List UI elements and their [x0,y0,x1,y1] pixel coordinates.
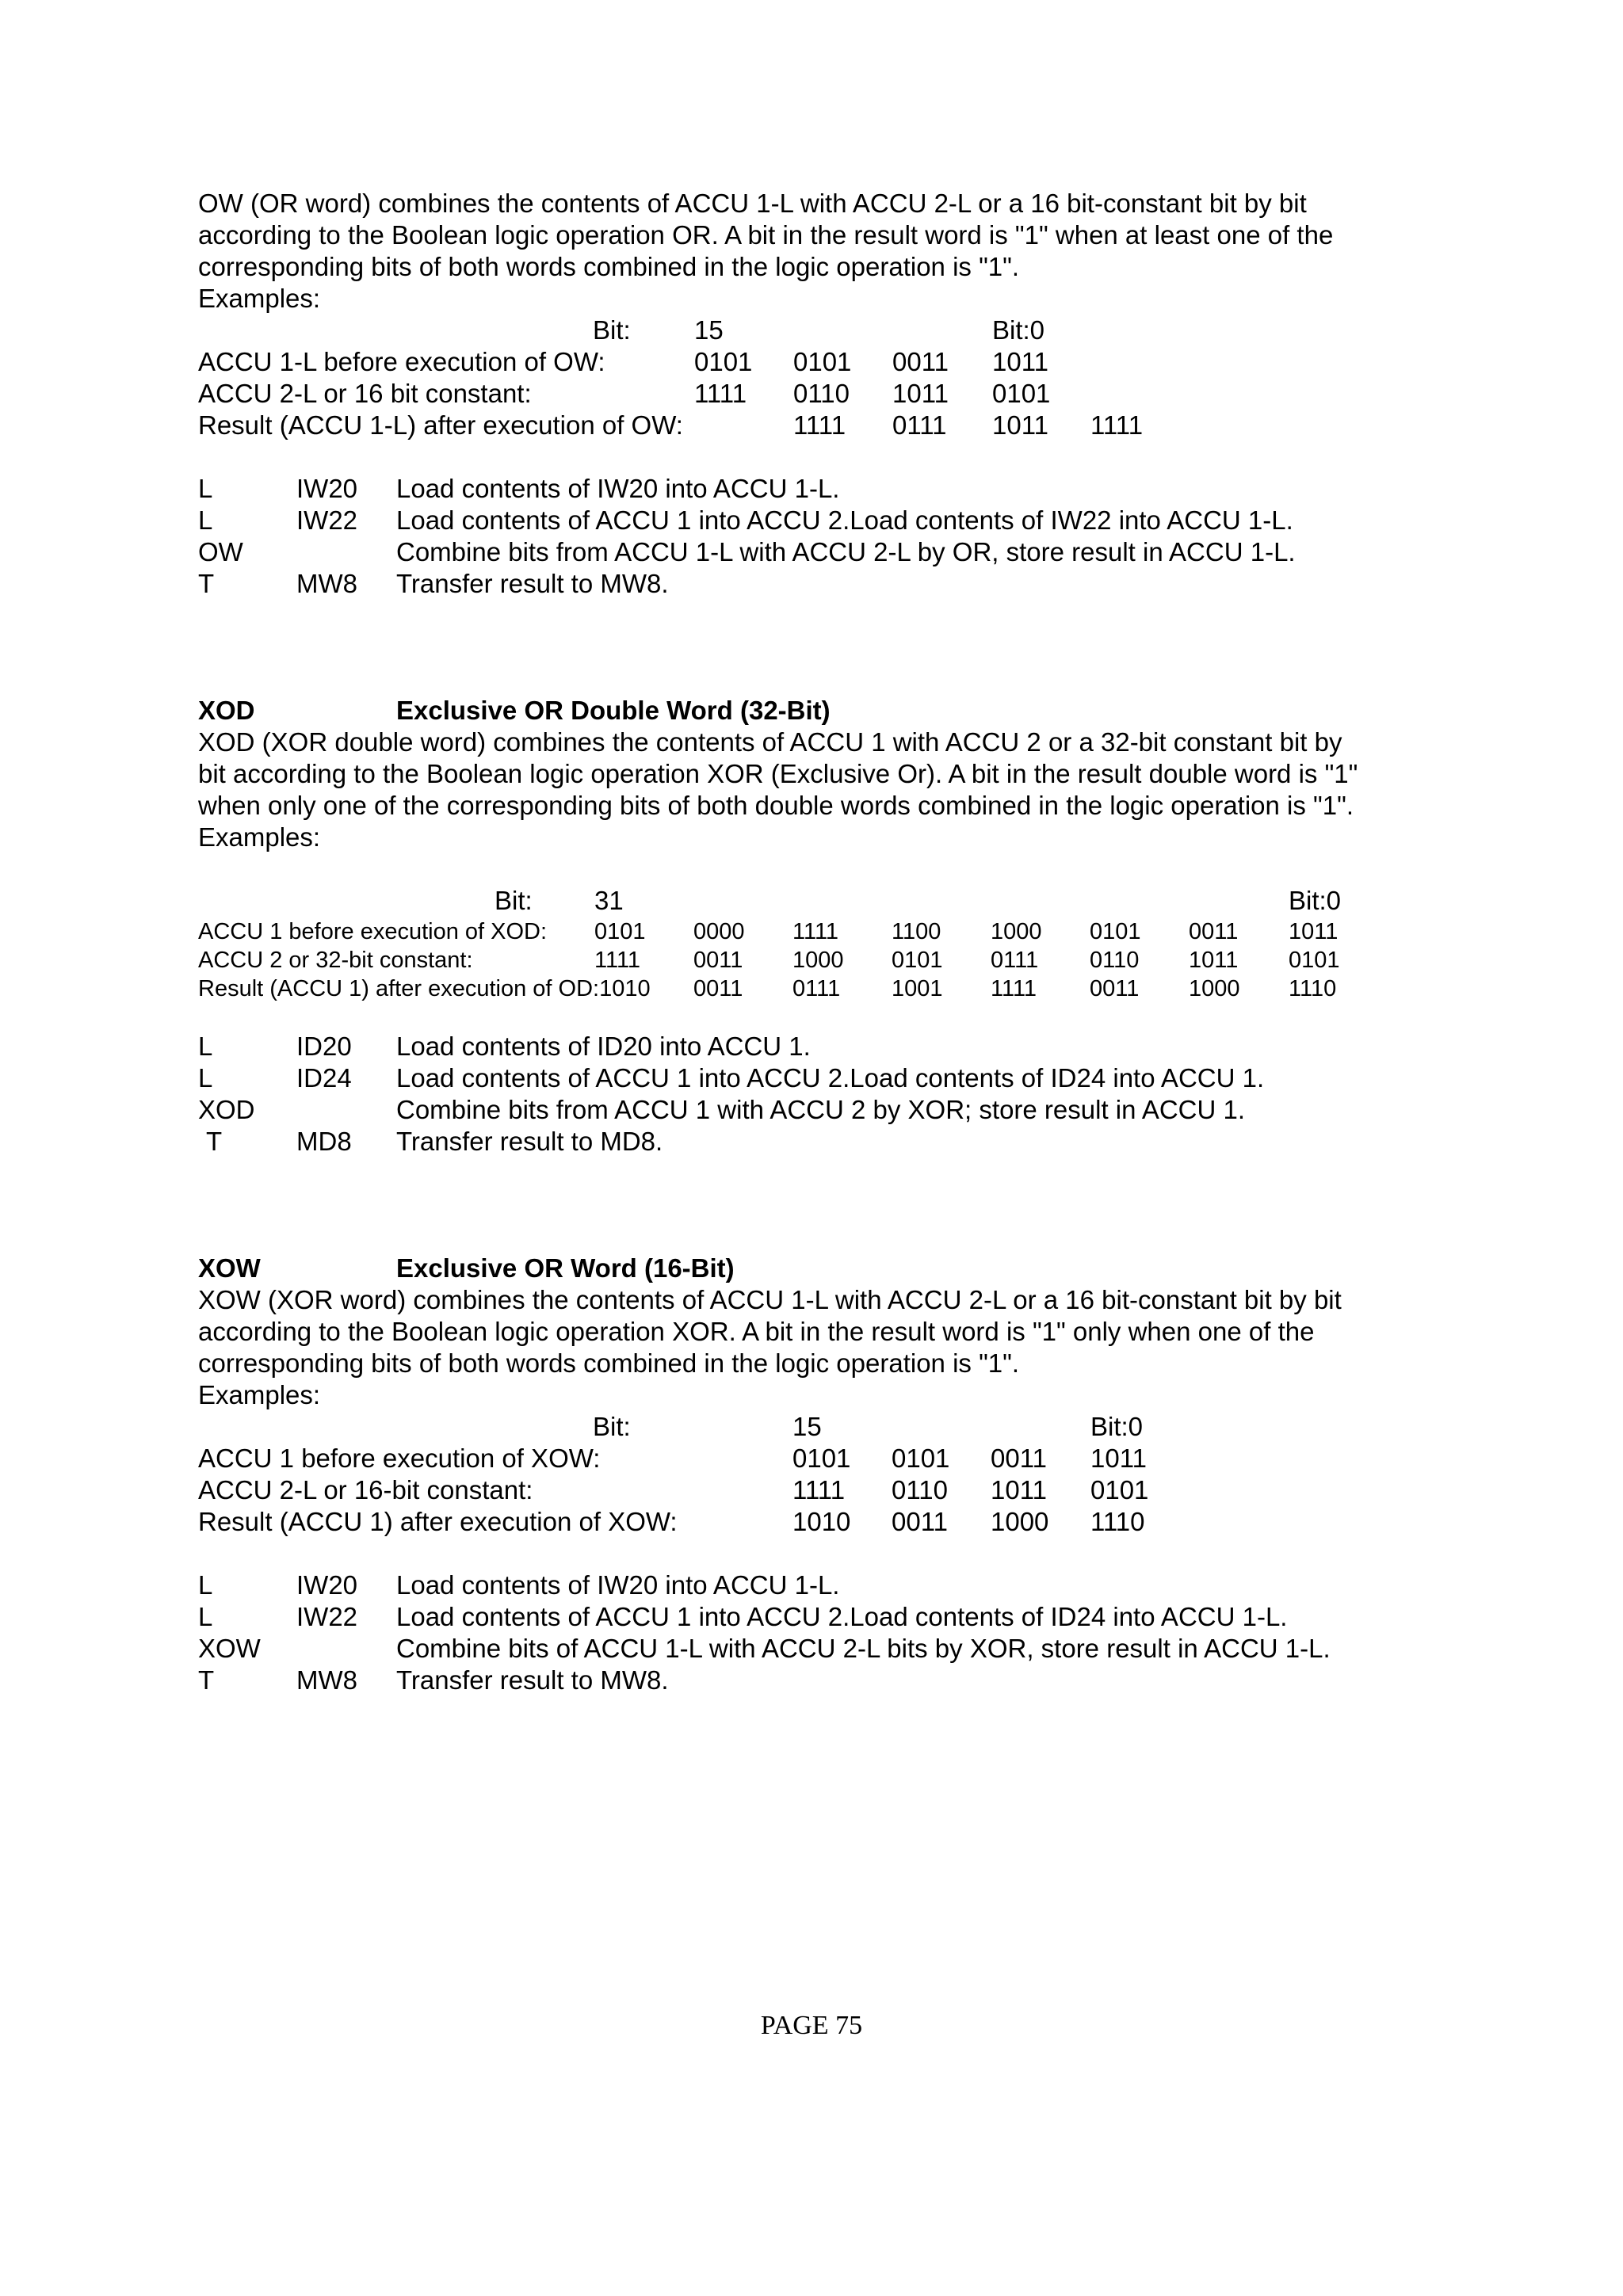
xow-code-op: L [198,1570,213,1600]
xow-code-op: T [198,1665,215,1695]
xod-intro-line: when only one of the corresponding bits of both double words combined in the logic operation is "1". [198,791,1354,820]
xow-row-value: 1111 [792,1475,846,1505]
xod-code-arg: ID24 [296,1063,352,1093]
xow-bit-label: Bit: [593,1412,631,1441]
xow-row-value: 1110 [1090,1507,1145,1536]
xow-code-desc: Transfer result to MW8. [396,1665,669,1695]
xod-row-value: 0011 [1189,919,1239,944]
xow-examples-label: Examples: [198,1380,321,1409]
xod-code-op: XOD [198,1095,255,1124]
ow-code-op: L [198,474,213,503]
xod-bit-low: Bit:0 [1289,886,1342,915]
xow-code-arg: MW8 [296,1665,357,1695]
ow-row-value: 1011 [992,410,1048,440]
ow-code-op: OW [198,537,243,566]
xow-row-value: 0101 [1090,1475,1149,1505]
ow-row-value: 0101 [694,347,753,376]
xow-row-value: 0011 [892,1507,948,1536]
xod-code-op: L [198,1063,213,1093]
xow-row-label: ACCU 1 before execution of XOW: [198,1444,601,1473]
ow-row-value: 1111 [694,379,747,408]
xod-row-value: 0111 [991,948,1039,973]
xow-row-value: 1011 [1090,1444,1147,1473]
ow-row-value: 0101 [793,347,852,376]
ow-bit-label: Bit: [593,315,631,345]
ow-code-arg: IW20 [296,474,358,503]
xod-description [198,727,1434,853]
xow-bit-low: Bit:0 [1090,1412,1144,1441]
ow-row-label: Result (ACCU 1-L) after execution of OW: [198,410,683,440]
xod-code-arg: ID20 [296,1032,352,1061]
xod-row-value: 1011 [1189,948,1239,973]
ow-intro-line: corresponding bits of both words combined in the logic operation is "1". [198,252,1020,281]
xod-heading-title: Exclusive OR Double Word (32-Bit) [396,696,831,725]
xow-code-op: L [198,1602,213,1631]
ow-intro-line: according to the Boolean logic operation OR. A bit in the result word is "1" when at least one of the [198,220,1334,250]
ow-row-label: ACCU 1-L before execution of OW: [198,347,605,376]
xod-code-desc: Combine bits from ACCU 1 with ACCU 2 by XOR; store result in ACCU 1. [396,1095,1246,1124]
xod-row-value: 1111 [991,976,1037,1001]
xod-bit-high: 31 [594,886,624,915]
ow-row-value: 1011 [992,347,1048,376]
xod-code-op: L [198,1032,213,1061]
xod-code-op: T [206,1127,223,1156]
xow-row-value: 0110 [892,1475,948,1505]
xow-intro-line: XOW (XOR word) combines the contents of ACCU 1-L with ACCU 2-L or a 16 bit-constant bit by bit [198,1285,1342,1314]
xod-examples-label: Examples: [198,822,321,852]
xow-heading-title: Exclusive OR Word (16-Bit) [396,1253,735,1283]
page-number: PAGE 75 [760,2011,863,2040]
xow-bit-high: 15 [792,1412,822,1441]
ow-row-label: ACCU 2-L or 16 bit constant: [198,379,532,408]
ow-bit-low: Bit:0 [992,315,1045,345]
xod-row-value: 1111 [792,919,839,944]
xod-row-value: 1011 [1289,919,1338,944]
xow-code-arg: IW22 [296,1602,358,1631]
xow-intro-line: according to the Boolean logic operation XOR. A bit in the result word is "1" only when one of the [198,1317,1315,1346]
xod-bit-label: Bit: [495,886,533,915]
xod-row-label: Result (ACCU 1) after execution of OD:1010 [198,976,651,1001]
ow-code-desc: Load contents of ACCU 1 into ACCU 2.Load contents of IW22 into ACCU 1-L. [396,505,1293,535]
xod-row-value: 1110 [1289,976,1337,1001]
ow-code-op: L [198,505,213,535]
xod-row-value: 1000 [991,919,1042,944]
xow-row-value: 1011 [991,1475,1047,1505]
xow-description [198,1284,1434,1411]
xod-row-label: ACCU 2 or 32-bit constant: [198,948,473,973]
xod-row-value: 0111 [792,976,841,1001]
ow-row-value: 1111 [1090,410,1144,440]
xod-heading-code: XOD [198,696,255,725]
ow-row-value: 0110 [793,379,850,408]
xod-code-arg: MD8 [296,1127,352,1156]
ow-description [198,188,1434,315]
ow-code-desc: Combine bits from ACCU 1-L with ACCU 2-L by OR, store result in ACCU 1-L. [396,537,1296,566]
ow-code-arg: IW22 [296,505,358,535]
xow-row-value: 0101 [892,1444,950,1473]
ow-code-desc: Load contents of IW20 into ACCU 1-L. [396,474,840,503]
xod-row-value: 1000 [792,948,844,973]
xod-row-value: 1111 [594,948,641,973]
xow-code-arg: IW20 [296,1570,358,1600]
xow-heading-code: XOW [198,1253,261,1283]
xod-row-value: 0011 [1090,976,1140,1001]
xod-row-value: 0011 [693,976,743,1001]
xod-row-value: 0000 [693,919,745,944]
xow-row-label: Result (ACCU 1) after execution of XOW: [198,1507,678,1536]
xow-code-desc: Combine bits of ACCU 1-L with ACCU 2-L bits by XOR, store result in ACCU 1-L. [396,1634,1331,1663]
ow-row-value: 0101 [992,379,1051,408]
xod-code-desc: Load contents of ID20 into ACCU 1. [396,1032,811,1061]
xod-code-desc: Transfer result to MD8. [396,1127,663,1156]
xod-intro-line: XOD (XOR double word) combines the contents of ACCU 1 with ACCU 2 or a 32-bit constant bit by [198,727,1342,757]
ow-code-desc: Transfer result to MW8. [396,569,669,598]
ow-row-value: 1111 [793,410,846,440]
xod-intro-line: bit according to the Boolean logic operation XOR (Exclusive Or). A bit in the result double word is "1" [198,759,1358,788]
ow-intro-line: OW (OR word) combines the contents of ACCU 1-L with ACCU 2-L or a 16 bit-constant bit by bit [198,189,1307,218]
xow-row-value: 1000 [991,1507,1049,1536]
xow-row-value: 0101 [792,1444,851,1473]
ow-bit-high: 15 [694,315,724,345]
ow-row-value: 0111 [892,410,947,440]
xod-row-value: 0101 [892,948,943,973]
xod-code-desc: Load contents of ACCU 1 into ACCU 2.Load contents of ID24 into ACCU 1. [396,1063,1265,1093]
ow-code-op: T [198,569,215,598]
xod-row-value: 1000 [1189,976,1240,1001]
xow-code-desc: Load contents of ACCU 1 into ACCU 2.Load contents of ID24 into ACCU 1-L. [396,1602,1288,1631]
ow-row-value: 1011 [892,379,949,408]
xod-row-value: 1100 [892,919,941,944]
xod-row-value: 0011 [693,948,743,973]
xow-row-value: 0011 [991,1444,1047,1473]
ow-row-value: 0011 [892,347,949,376]
xow-code-op: XOW [198,1634,261,1663]
ow-code-arg: MW8 [296,569,357,598]
ow-examples-label: Examples: [198,284,321,313]
xod-row-value: 0101 [1289,948,1340,973]
xod-row-value: 1001 [892,976,943,1001]
xod-row-label: ACCU 1 before execution of XOD: [198,919,548,944]
xod-row-value: 0101 [1090,919,1141,944]
xow-row-label: ACCU 2-L or 16-bit constant: [198,1475,533,1505]
xow-intro-line: corresponding bits of both words combined in the logic operation is "1". [198,1348,1020,1378]
xod-row-value: 0110 [1090,948,1140,973]
xow-code-desc: Load contents of IW20 into ACCU 1-L. [396,1570,840,1600]
xod-row-value: 0101 [594,919,646,944]
xow-row-value: 1010 [792,1507,851,1536]
